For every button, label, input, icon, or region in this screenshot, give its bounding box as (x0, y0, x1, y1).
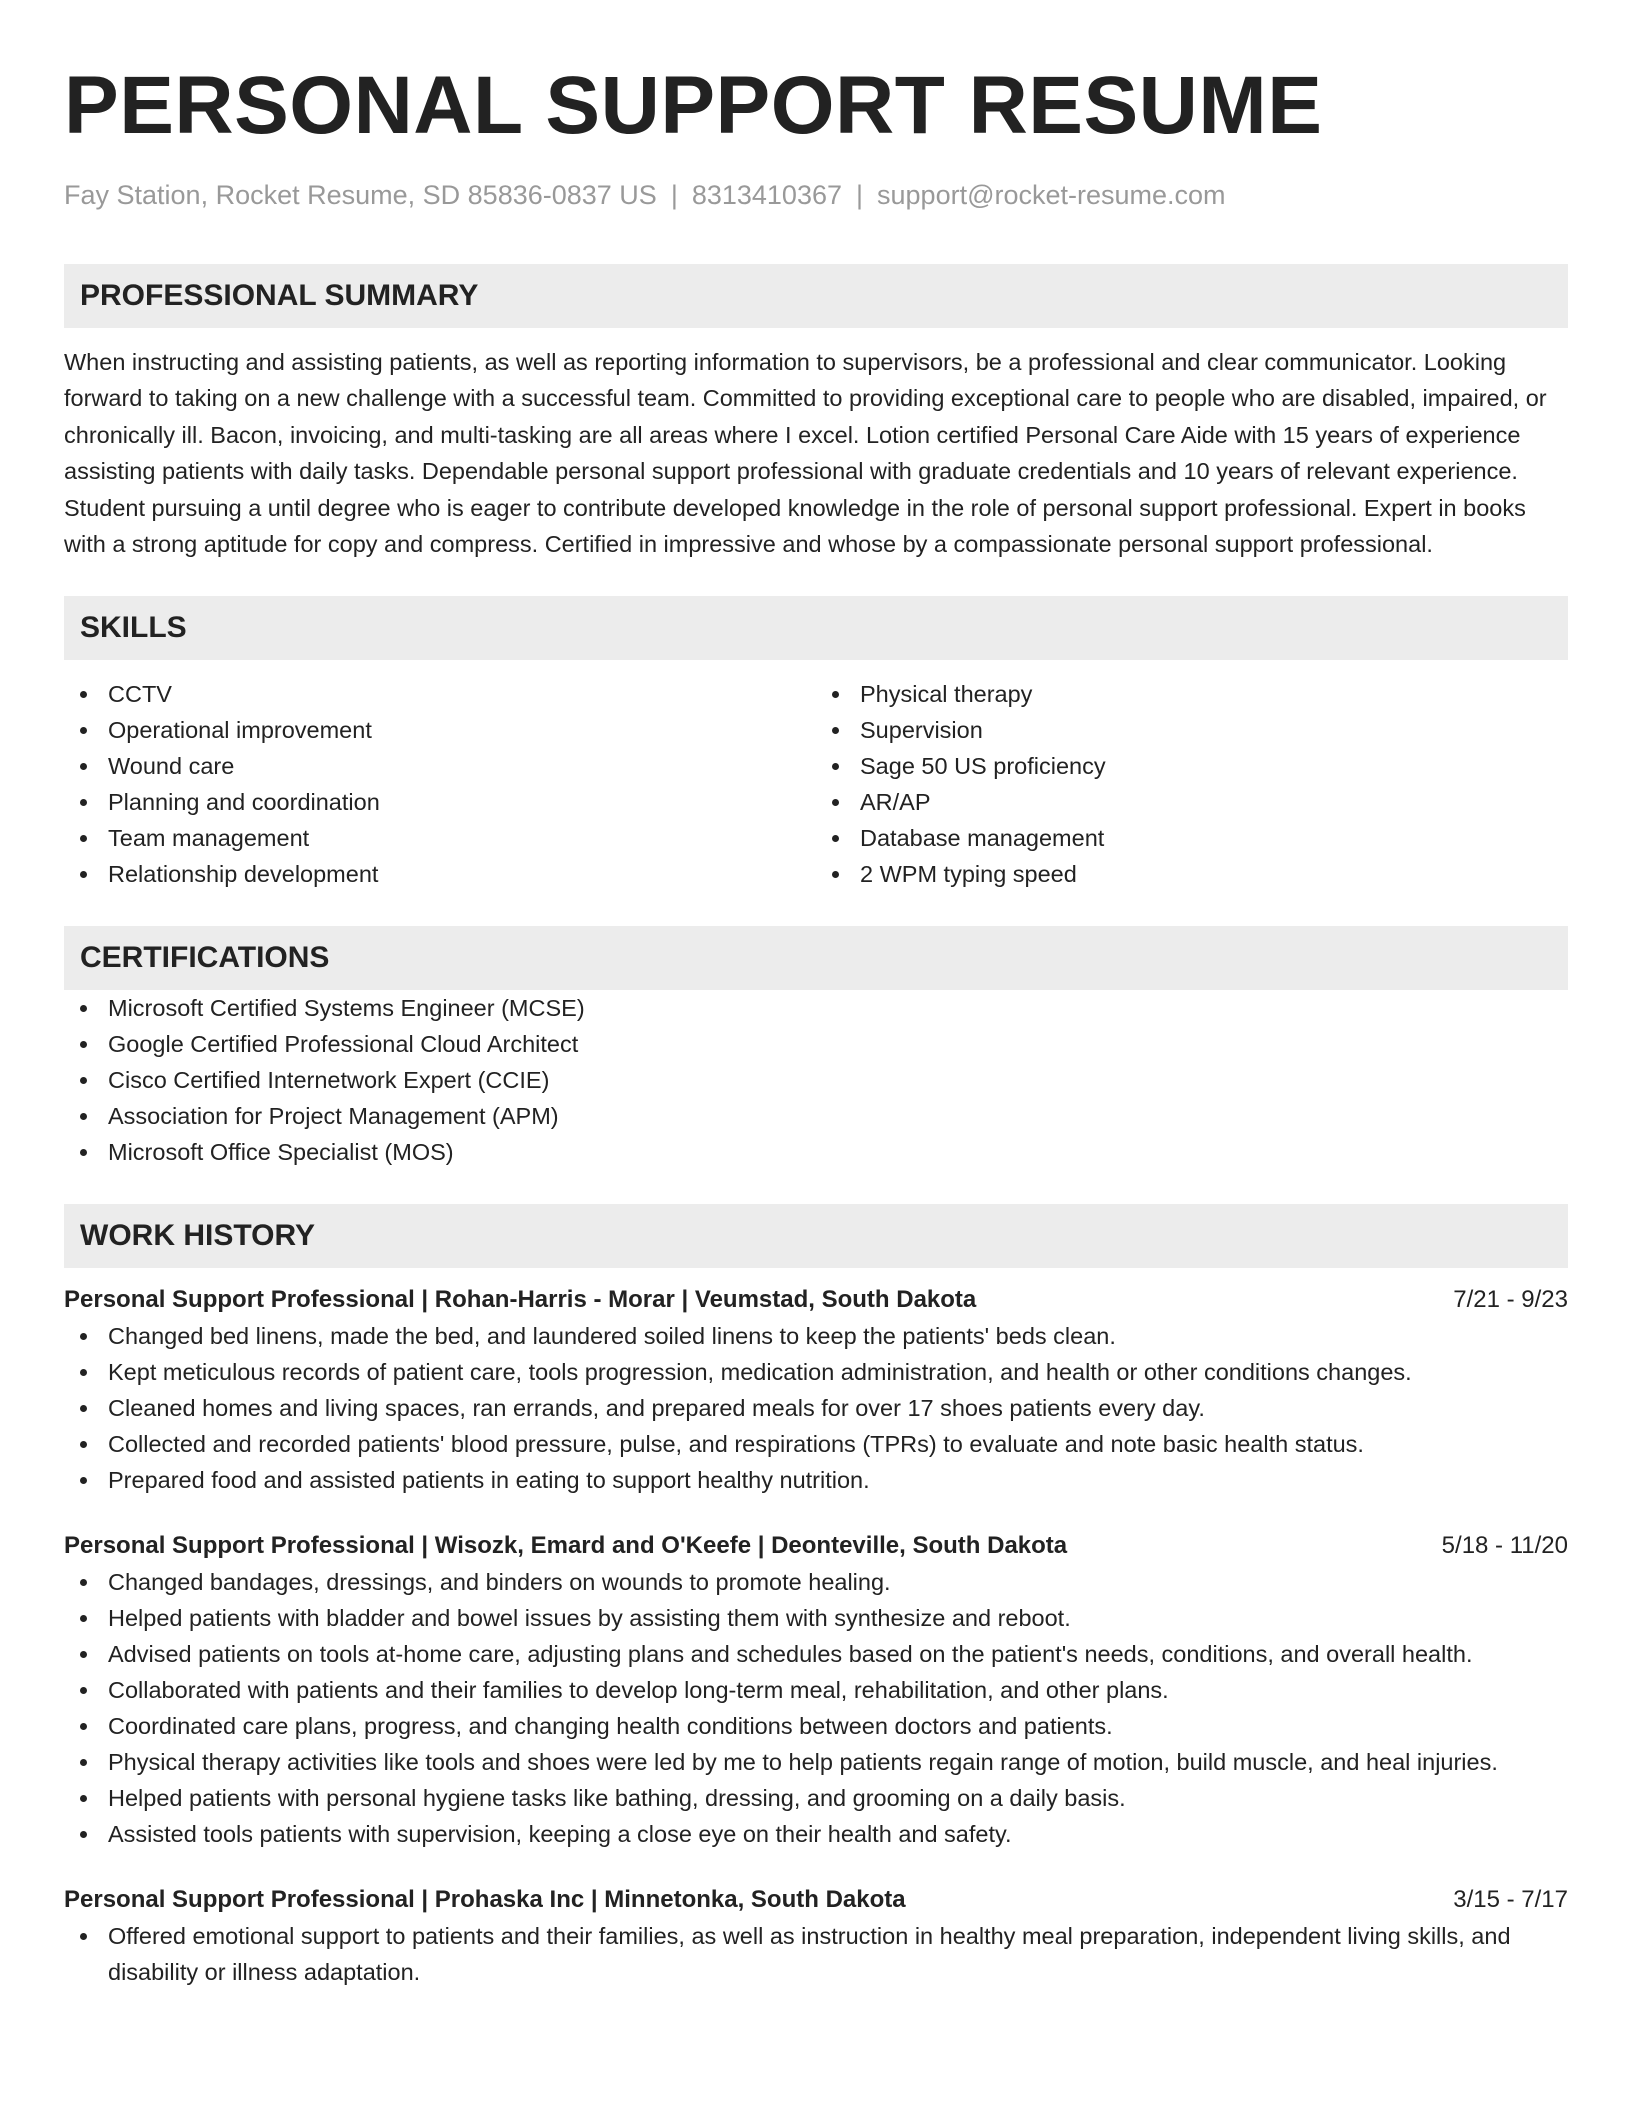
contact-separator: | (670, 180, 678, 210)
contact-address: Fay Station, Rocket Resume, SD 85836-0837 US (64, 180, 657, 210)
contact-phone: 8313410367 (691, 180, 842, 210)
resume-title: PERSONAL SUPPORT RESUME (64, 60, 1323, 151)
job-header (64, 1528, 1568, 1564)
skill-item: Wound care (64, 748, 816, 784)
skills-grid (64, 676, 1568, 892)
certification-item: Microsoft Certified Systems Engineer (MCSE) (64, 990, 1568, 1026)
job-bullet: Changed bed linens, made the bed, and laundered soiled linens to keep the patients' beds clean. (64, 1318, 1568, 1354)
job-bullet: Collaborated with patients and their families to develop long-term meal, rehabilitation, and other plans. (64, 1672, 1568, 1708)
section-heading-summary: PROFESSIONAL SUMMARY (64, 264, 1568, 328)
certification-item: Cisco Certified Internetwork Expert (CCIE) (64, 1062, 1568, 1098)
job-bullet: Helped patients with bladder and bowel issues by assisting them with synthesize and reboot. (64, 1600, 1568, 1636)
job-bullet: Changed bandages, dressings, and binders on wounds to promote healing. (64, 1564, 1568, 1600)
job-bullet: Kept meticulous records of patient care, tools progression, medication administration, and health or other conditions changes. (64, 1354, 1568, 1390)
job-title: Personal Support Professional | Wisozk, Emard and O'Keefe | Deonteville, South Dakota (64, 1532, 1068, 1560)
skill-item: AR/AP (816, 784, 1568, 820)
contact-line (64, 178, 1568, 212)
skills-column-right (816, 676, 1568, 892)
job-title: Personal Support Professional | Rohan-Harris - Morar | Veumstad, South Dakota (64, 1286, 977, 1314)
job-bullets (64, 1564, 1568, 1852)
skill-item: 2 WPM typing speed (816, 856, 1568, 892)
skill-item: Supervision (816, 712, 1568, 748)
job-header (64, 1282, 1568, 1318)
certification-item: Google Certified Professional Cloud Architect (64, 1026, 1568, 1062)
certifications-list (64, 990, 1568, 1170)
job-entry (64, 1282, 1568, 1498)
job-entry (64, 1528, 1568, 1852)
section-heading-certifications: CERTIFICATIONS (64, 926, 1568, 990)
job-bullet: Coordinated care plans, progress, and changing health conditions between doctors and patients. (64, 1708, 1568, 1744)
skill-item: Relationship development (64, 856, 816, 892)
section-heading-work-history: WORK HISTORY (64, 1204, 1568, 1268)
job-bullet: Helped patients with personal hygiene tasks like bathing, dressing, and grooming on a daily basis. (64, 1780, 1568, 1816)
resume-content (64, 0, 1568, 1990)
contact-separator: | (856, 180, 864, 210)
job-header (64, 1882, 1568, 1918)
job-bullet: Collected and recorded patients' blood pressure, pulse, and respirations (TPRs) to evaluate and note basic health status. (64, 1426, 1568, 1462)
skill-item: Sage 50 US proficiency (816, 748, 1568, 784)
job-title: Personal Support Professional | Prohaska Inc | Minnetonka, South Dakota (64, 1886, 906, 1914)
job-bullet: Prepared food and assisted patients in eating to support healthy nutrition. (64, 1462, 1568, 1498)
skill-item: Planning and coordination (64, 784, 816, 820)
job-entry (64, 1882, 1568, 1990)
certification-item: Microsoft Office Specialist (MOS) (64, 1134, 1568, 1170)
job-bullet: Cleaned homes and living spaces, ran errands, and prepared meals for over 17 shoes patients every day. (64, 1390, 1568, 1426)
job-bullet: Assisted tools patients with supervision, keeping a close eye on their health and safety. (64, 1816, 1568, 1852)
summary-text: When instructing and assisting patients, as well as reporting information to supervisors, be a professional and clear communicator. Looking forward to taking on a new challenge with a successful team. Committed to providing exceptional care to people who are disabled, impaired, or chronically ill. Bacon, invoicing, and multi-tasking are all areas where I excel. Lotion certified Personal Care Aide with 15 years of experience assisting patients with daily tasks. Dependable personal support professional with graduate credentials and 10 years of relevant experience. Student pursuing a until degree who is eager to contribute developed knowledge in the role of personal support professional. Expert in books with a strong aptitude for copy and compress. Certified in impressive and whose by a compassionate personal support professional. (64, 349, 1547, 558)
skill-item: Physical therapy (816, 676, 1568, 712)
skill-item: CCTV (64, 676, 816, 712)
skill-item: Team management (64, 820, 816, 856)
job-bullet: Advised patients on tools at-home care, adjusting plans and schedules based on the patient's needs, conditions, and overall health. (64, 1636, 1568, 1672)
job-bullet: Offered emotional support to patients and their families, as well as instruction in healthy meal preparation, independent living skills, and disability or illness adaptation. (64, 1918, 1568, 1990)
certification-item: Association for Project Management (APM) (64, 1098, 1568, 1134)
job-bullet: Physical therapy activities like tools and shoes were led by me to help patients regain range of motion, build muscle, and heal injuries. (64, 1744, 1568, 1780)
job-dates: 7/21 - 9/23 (1453, 1286, 1568, 1314)
section-heading-skills: SKILLS (64, 596, 1568, 660)
skill-item: Operational improvement (64, 712, 816, 748)
skills-column-left (64, 676, 816, 892)
contact-email[interactable]: support@rocket-resume.com (877, 180, 1226, 210)
job-dates: 3/15 - 7/17 (1453, 1886, 1568, 1914)
skill-item: Database management (816, 820, 1568, 856)
job-bullets (64, 1318, 1568, 1498)
job-dates: 5/18 - 11/20 (1441, 1532, 1568, 1560)
job-bullets (64, 1918, 1568, 1990)
